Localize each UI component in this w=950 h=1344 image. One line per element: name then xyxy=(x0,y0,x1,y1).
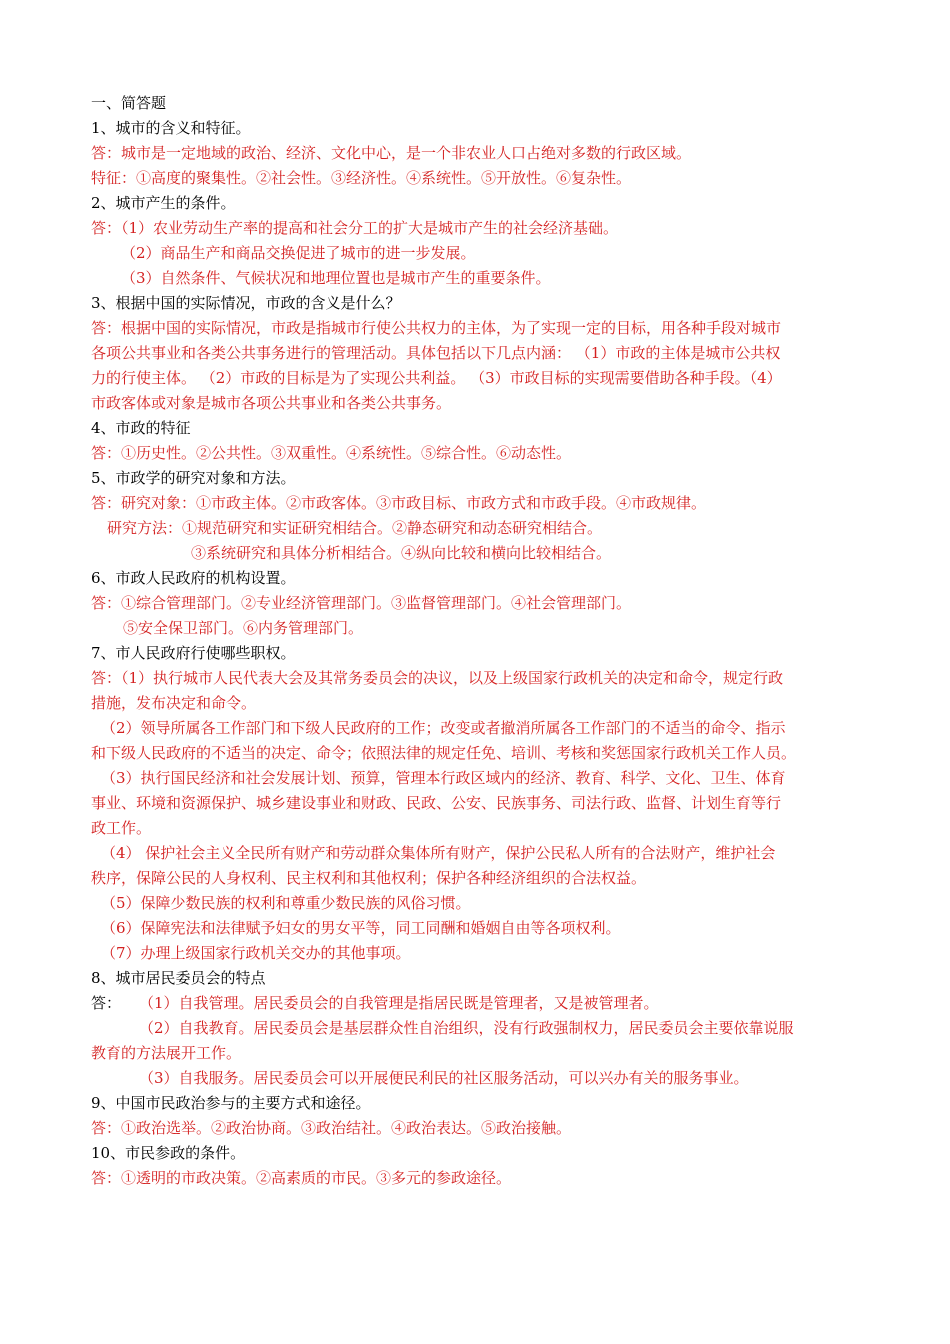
answer-line: 各项公共事业和各类公共事务进行的管理活动。具体包括以下几点内涵： （1）市政的主体是城市公共权 xyxy=(91,344,781,362)
answer-line: 答：研究对象：①市政主体。②市政客体。③市政目标、市政方式和市政手段。④市政规律。 xyxy=(91,494,707,512)
answer-line: ⑤安全保卫部门。⑥内务管理部门。 xyxy=(123,619,364,637)
answer-prefix: 答： xyxy=(91,994,122,1012)
question-5: 5、市政学的研究对象和方法。 xyxy=(91,469,296,487)
answer-line: 答：①综合管理部门。②专业经济管理部门。③监督管理部门。④社会管理部门。 xyxy=(91,594,632,612)
answer-line: （4） 保护社会主义全民所有财产和劳动群众集体所有财产，保护公民私人所有的合法财产，维护社会 xyxy=(101,844,776,862)
answer-line: （2）领导所属各工作部门和下级人民政府的工作；改变或者撤消所属各工作部门的不适当的命令、指示 xyxy=(101,719,786,737)
answer-line: 答：①历史性。②公共性。③双重性。④系统性。⑤综合性。⑥动态性。 xyxy=(91,444,572,462)
answer-line: 和下级人民政府的不适当的决定、命令；依照法律的规定任免、培训、考核和奖惩国家行政机关工作人员。 xyxy=(91,744,797,762)
answer-line: （6）保障宪法和法律赋予妇女的男女平等，同工同酬和婚姻自由等各项权利。 xyxy=(101,919,621,937)
answer-line: （1）自我管理。居民委员会的自我管理是指居民既是管理者，又是被管理者。 xyxy=(139,994,659,1012)
question-2: 2、城市产生的条件。 xyxy=(91,194,236,212)
section-heading: 一、简答题 xyxy=(91,94,167,112)
answer-line: （5）保障少数民族的权利和尊重少数民族的风俗习惯。 xyxy=(101,894,471,912)
question-1: 1、城市的含义和特征。 xyxy=(91,119,251,137)
answer-line: 答：根据中国的实际情况，市政是指城市行使公共权力的主体，为了实现一定的目标，用各种手段对城市 xyxy=(91,319,782,337)
answer-line: 措施，发布决定和命令。 xyxy=(91,694,257,712)
answer-line: （3）自我服务。居民委员会可以开展便民利民的社区服务活动，可以兴办有关的服务事业。 xyxy=(139,1069,749,1087)
question-10: 10、市民参政的条件。 xyxy=(91,1144,246,1162)
question-4: 4、市政的特征 xyxy=(91,419,191,437)
answer-line: （2）商品生产和商品交换促进了城市的进一步发展。 xyxy=(121,244,476,262)
answer-line: （3）执行国民经济和社会发展计划、预算，管理本行政区域内的经济、教育、科学、文化、卫生、体育 xyxy=(101,769,786,787)
answer-line: 教育的方法展开工作。 xyxy=(91,1044,242,1062)
answer-line: 答：①透明的市政决策。②高素质的市民。③多元的参政途径。 xyxy=(91,1169,512,1187)
question-8: 8、城市居民委员会的特点 xyxy=(91,969,266,987)
answer-line: 研究方法：①规范研究和实证研究相结合。②静态研究和动态研究相结合。 xyxy=(107,519,603,537)
answer-line: 政工作。 xyxy=(91,819,152,837)
answer-line: （3）自然条件、气候状况和地理位置也是城市产生的重要条件。 xyxy=(121,269,551,287)
answer-line: 市政客体或对象是城市各项公共事业和各类公共事务。 xyxy=(91,394,452,412)
answer-line: 答：（1）执行城市人民代表大会及其常务委员会的决议，以及上级国家行政机关的决定和命令，规定行政 xyxy=(91,669,784,687)
answer-line: （7）办理上级国家行政机关交办的其他事项。 xyxy=(101,944,411,962)
answer-line: 答：①政治选举。②政治协商。③政治结社。④政治表达。⑤政治接触。 xyxy=(91,1119,572,1137)
answer-line: 力的行使主体。 （2）市政的目标是为了实现公共利益。 （3）市政目标的实现需要借助各种手段。（4） xyxy=(91,369,782,387)
question-7: 7、市人民政府行使哪些职权。 xyxy=(91,644,296,662)
question-9: 9、中国市民政治参与的主要方式和途径。 xyxy=(91,1094,371,1112)
answer-line: 秩序，保障公民的人身权利、民主权利和其他权利；保护各种经济组织的合法权益。 xyxy=(91,869,647,887)
answer-line: 事业、环境和资源保护、城乡建设事业和财政、民政、公安、民族事务、司法行政、监督、计划生育等行 xyxy=(91,794,782,812)
answer-line: （2）自我教育。居民委员会是基层群众性自治组织，没有行政强制权力，居民委员会主要依靠说服 xyxy=(139,1019,794,1037)
answer-line: 答：城市是一定地域的政治、经济、文化中心，是一个非农业人口占绝对多数的行政区域。 xyxy=(91,144,692,162)
question-6: 6、市政人民政府的机构设置。 xyxy=(91,569,296,587)
answer-line: 答：（1）农业劳动生产率的提高和社会分工的扩大是城市产生的社会经济基础。 xyxy=(91,219,619,237)
answer-line: ③系统研究和具体分析相结合。④纵向比较和横向比较相结合。 xyxy=(191,544,612,562)
answer-line: 特征：①高度的聚集性。②社会性。③经济性。④系统性。⑤开放性。⑥复杂性。 xyxy=(91,169,632,187)
question-3: 3、根据中国的实际情况，市政的含义是什么？ xyxy=(91,294,401,312)
